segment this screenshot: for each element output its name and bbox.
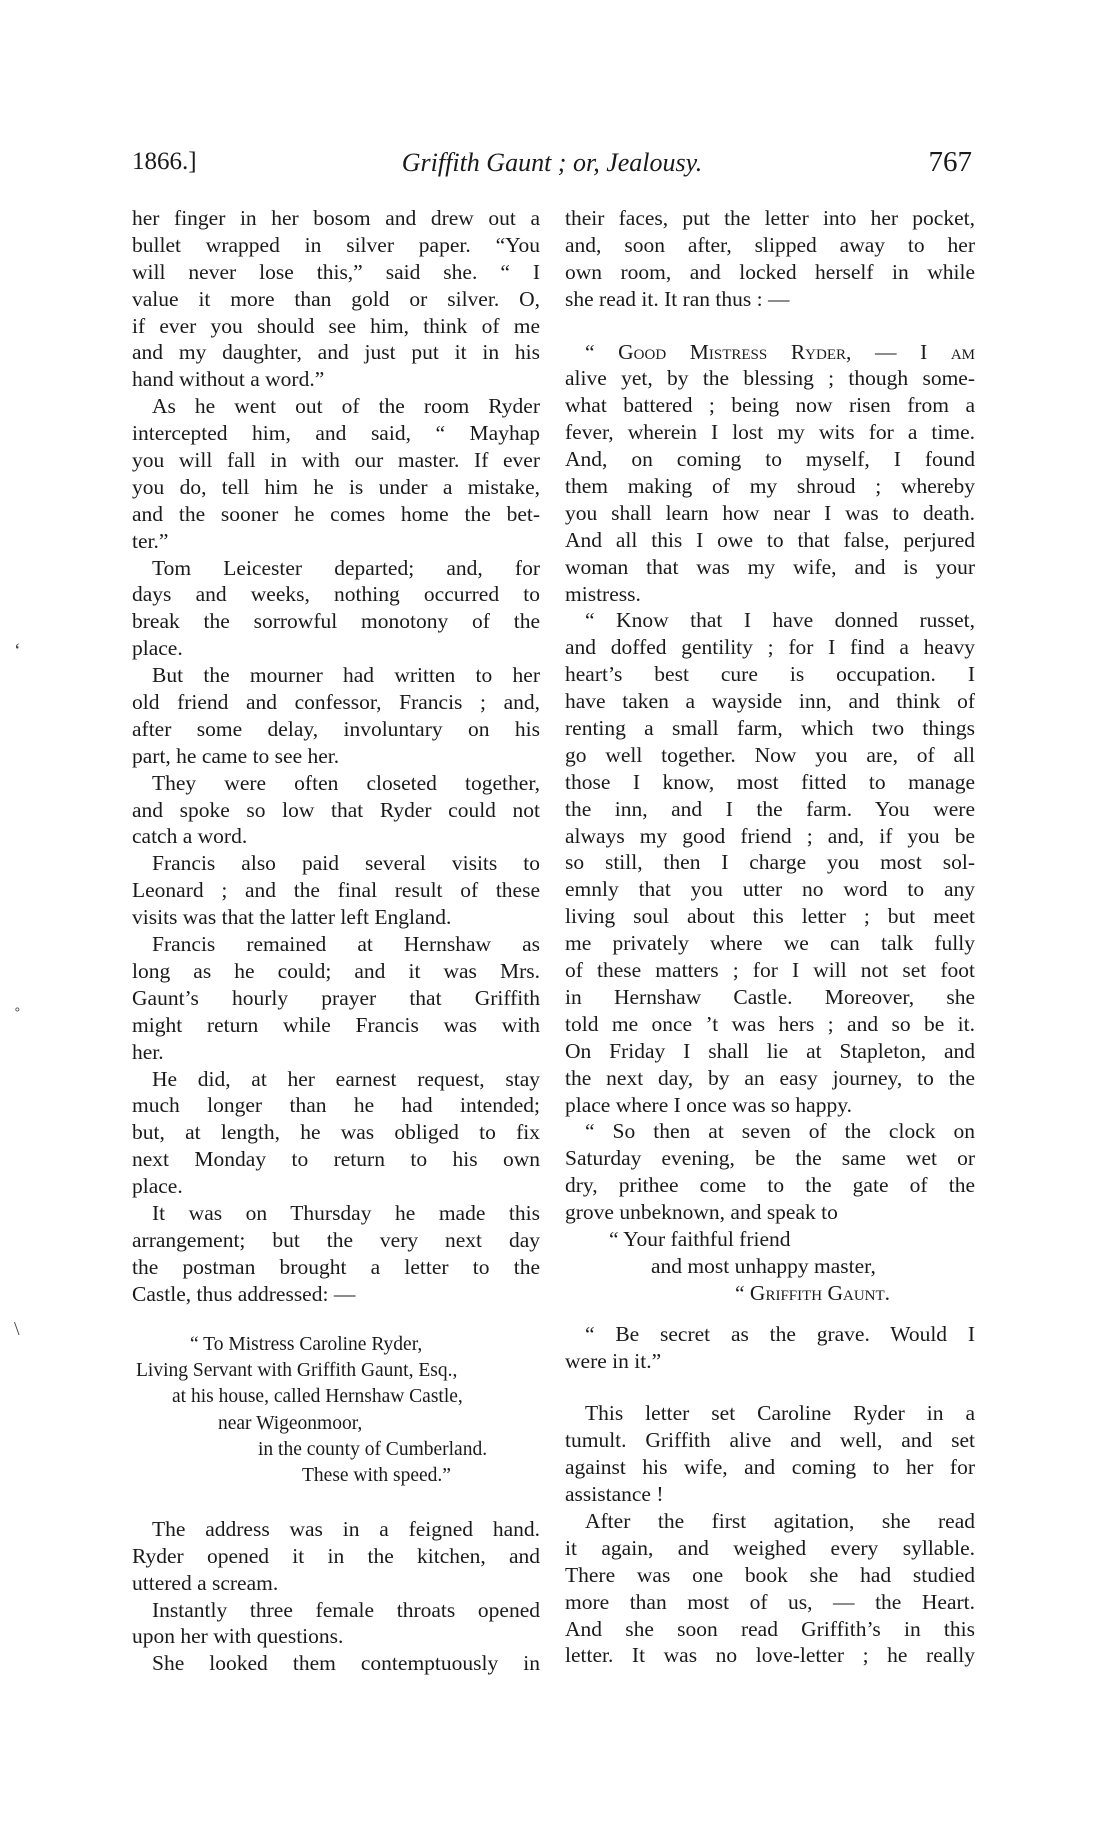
text-line: And she soon read Griffith’s in this: [565, 1616, 975, 1641]
text-line: “ Good Mistress Ryder, — I am: [585, 339, 975, 364]
letter-signature-line: “ Griffith Gaunt.: [735, 1280, 891, 1305]
text-line: grove unbeknown, and speak to: [565, 1200, 838, 1225]
text-line: of these matters ; for I will not set foot: [565, 958, 975, 983]
text-line: Gaunt’s hourly prayer that Griffith: [132, 985, 540, 1010]
text-line: next Monday to return to his own: [132, 1147, 540, 1172]
text-line: against his wife, and coming to her for: [565, 1455, 975, 1480]
text-line: heart’s best cure is occupation. I: [565, 662, 975, 687]
text-line: Saturday evening, be the same wet or: [565, 1146, 975, 1171]
text-line: The address was in a feigned hand.: [152, 1516, 540, 1541]
letter-address-line: near Wigeonmoor,: [218, 1412, 363, 1434]
text-line: Instantly three female throats opened: [152, 1597, 540, 1622]
text-line: Francis also paid several visits to: [152, 851, 540, 876]
text-line: more than most of us, — the Heart.: [565, 1589, 975, 1614]
text-line: “ Know that I have donned russet,: [585, 608, 975, 633]
text-line: it again, and weighed every syllable.: [565, 1535, 975, 1560]
text-line: letter. It was no love-letter ; he really: [565, 1643, 975, 1668]
text-line: This letter set Caroline Ryder in a: [585, 1401, 975, 1426]
header-title: Griffith Gaunt ; or, Jealousy.: [401, 148, 703, 177]
text-line: And, on coming to myself, I found: [565, 447, 975, 472]
text-line: you shall learn how near I was to death.: [565, 500, 975, 525]
text-line: much longer than he had intended;: [132, 1093, 540, 1118]
letter-address-line: These with speed.”: [302, 1465, 451, 1487]
text-line: renting a small farm, which two things: [565, 716, 975, 741]
text-line: hand without a word.”: [132, 367, 325, 392]
text-line: go well together. Now you are, of all: [565, 742, 975, 767]
text-line: ter.”: [132, 528, 169, 553]
text-line: long as he could; and it was Mrs.: [132, 958, 540, 983]
left-column: [132, 205, 540, 1677]
text-line: were in it.”: [565, 1348, 662, 1373]
running-header: [132, 148, 972, 192]
text-line: and, soon after, slipped away to her: [565, 232, 975, 257]
text-line: mistress.: [565, 581, 641, 606]
text-line: their faces, put the letter into her pocket,: [565, 206, 975, 230]
text-line: bullet wrapped in silver paper. “You: [132, 232, 540, 257]
text-line: dry, prithee come to the gate of the: [565, 1173, 975, 1198]
right-column: [565, 205, 975, 1669]
text-line: uttered a scream.: [132, 1570, 279, 1595]
text-line: Castle, thus addressed: —: [132, 1281, 356, 1306]
text-line: the next day, by an easy journey, to the: [565, 1065, 975, 1090]
text-line: but, at length, he was obliged to fix: [132, 1120, 540, 1145]
text-line: part, he came to see her.: [132, 743, 340, 768]
text-line: It was on Thursday he made this: [152, 1200, 540, 1225]
text-line: days and weeks, nothing occurred to: [132, 582, 540, 607]
text-line: the inn, and I the farm. You were: [565, 796, 975, 821]
text-line: and spoke so low that Ryder could not: [132, 797, 540, 822]
letter-signature-line: and most unhappy master,: [651, 1253, 876, 1278]
text-line: She looked them contemptuously in: [152, 1651, 540, 1676]
text-line: living soul about this letter ; but meet: [565, 904, 975, 929]
text-line: break the sorrowful monotony of the: [132, 609, 540, 634]
text-line: place.: [132, 1174, 183, 1199]
text-line: “ Be secret as the grave. Would I: [585, 1321, 975, 1346]
text-line: what battered ; being now risen from a: [565, 393, 975, 418]
margin-mark: ‘: [14, 640, 21, 662]
letter-address: [132, 1332, 540, 1490]
text-line: woman that was my wife, and is your: [565, 554, 975, 579]
text-line: As he went out of the room Ryder: [152, 394, 540, 419]
text-line: value it more than gold or silver. O,: [132, 286, 540, 311]
text-line: them making of my shroud ; whereby: [565, 474, 975, 499]
text-line: fever, wherein I lost my wits for a time.: [565, 420, 975, 445]
text-line: told me once ’t was hers ; and so be it.: [565, 1011, 975, 1036]
text-line: place.: [132, 636, 183, 661]
text-line: and doffed gentility ; for I find a heavy: [565, 635, 975, 660]
page-number: 767: [928, 146, 972, 178]
text-line: assistance !: [565, 1482, 664, 1507]
text-line: own room, and locked herself in while: [565, 259, 975, 284]
text-line: place where I once was so happy.: [565, 1092, 852, 1117]
text-line: me privately where we can talk fully: [565, 931, 975, 956]
margin-mark: ˳: [14, 990, 21, 1012]
text-line: Francis remained at Hernshaw as: [152, 932, 540, 957]
letter-address-line: at his house, called Hernshaw Castle,: [172, 1386, 463, 1408]
text-line: Ryder opened it in the kitchen, and: [132, 1543, 540, 1568]
letter-address-line: Living Servant with Griffith Gaunt, Esq.,: [136, 1359, 458, 1381]
text-line: always my good friend ; and, if you be: [565, 823, 975, 848]
text-line: might return while Francis was with: [132, 1012, 540, 1037]
text-line: the postman brought a letter to the: [132, 1254, 540, 1279]
text-line: There was one book she had studied: [565, 1562, 975, 1587]
text-line: He did, at her earnest request, stay: [152, 1066, 540, 1091]
text-line: her.: [132, 1039, 164, 1064]
text-line: They were often closeted together,: [152, 770, 540, 795]
text-line: intercepted him, and said, “ Mayhap: [132, 421, 540, 446]
letter-signature: [565, 1226, 975, 1307]
header-year: 1866.]: [132, 148, 197, 175]
text-line: so still, then I charge you most sol-: [565, 850, 975, 875]
text-line: she read it. It ran thus : —: [565, 286, 790, 311]
text-line: will never lose this,” said she. “ I: [132, 259, 540, 284]
text-line: and my daughter, and just put it in his: [132, 340, 540, 365]
text-line: you do, tell him he is under a mistake,: [132, 474, 540, 499]
text-line: “ So then at seven of the clock on: [585, 1119, 975, 1144]
letter-address-line: in the county of Cumberland.: [258, 1439, 488, 1461]
text-line: catch a word.: [132, 824, 248, 849]
text-line: And all this I owe to that false, perjured: [565, 527, 975, 552]
text-line: But the mourner had written to her: [152, 663, 540, 688]
margin-mark: \: [14, 1318, 20, 1340]
text-line: alive yet, by the blessing ; though some-: [565, 366, 975, 391]
letter-address-line: “ To Mistress Caroline Ryder,: [190, 1333, 423, 1355]
text-line: old friend and confessor, Francis ; and,: [132, 690, 540, 715]
text-line: if ever you should see him, think of me: [132, 313, 540, 338]
text-line: On Friday I shall lie at Stapleton, and: [565, 1038, 975, 1063]
text-line: emnly that you utter no word to any: [565, 877, 975, 902]
text-line: tumult. Griffith alive and well, and set: [565, 1428, 975, 1453]
text-line: visits was that the latter left England.: [132, 905, 452, 930]
text-line: after some delay, involuntary on his: [132, 716, 540, 741]
text-line: arrangement; but the very next day: [132, 1227, 540, 1252]
text-line: you will fall in with our master. If ever: [132, 448, 540, 473]
text-line: have taken a wayside inn, and think of: [565, 689, 975, 714]
letter-signature-line: “ Your faithful friend: [609, 1226, 791, 1251]
text-line: After the first agitation, she read: [585, 1508, 975, 1533]
text-line: upon her with questions.: [132, 1624, 344, 1649]
text-line: those I know, most fitted to manage: [565, 769, 975, 794]
text-line: in Hernshaw Castle. Moreover, she: [565, 984, 975, 1009]
text-line: and the sooner he comes home the bet-: [132, 501, 540, 526]
text-line: Tom Leicester departed; and, for: [152, 555, 540, 580]
text-line: Leonard ; and the final result of these: [132, 878, 540, 903]
text-line: her finger in her bosom and drew out a: [132, 206, 540, 230]
